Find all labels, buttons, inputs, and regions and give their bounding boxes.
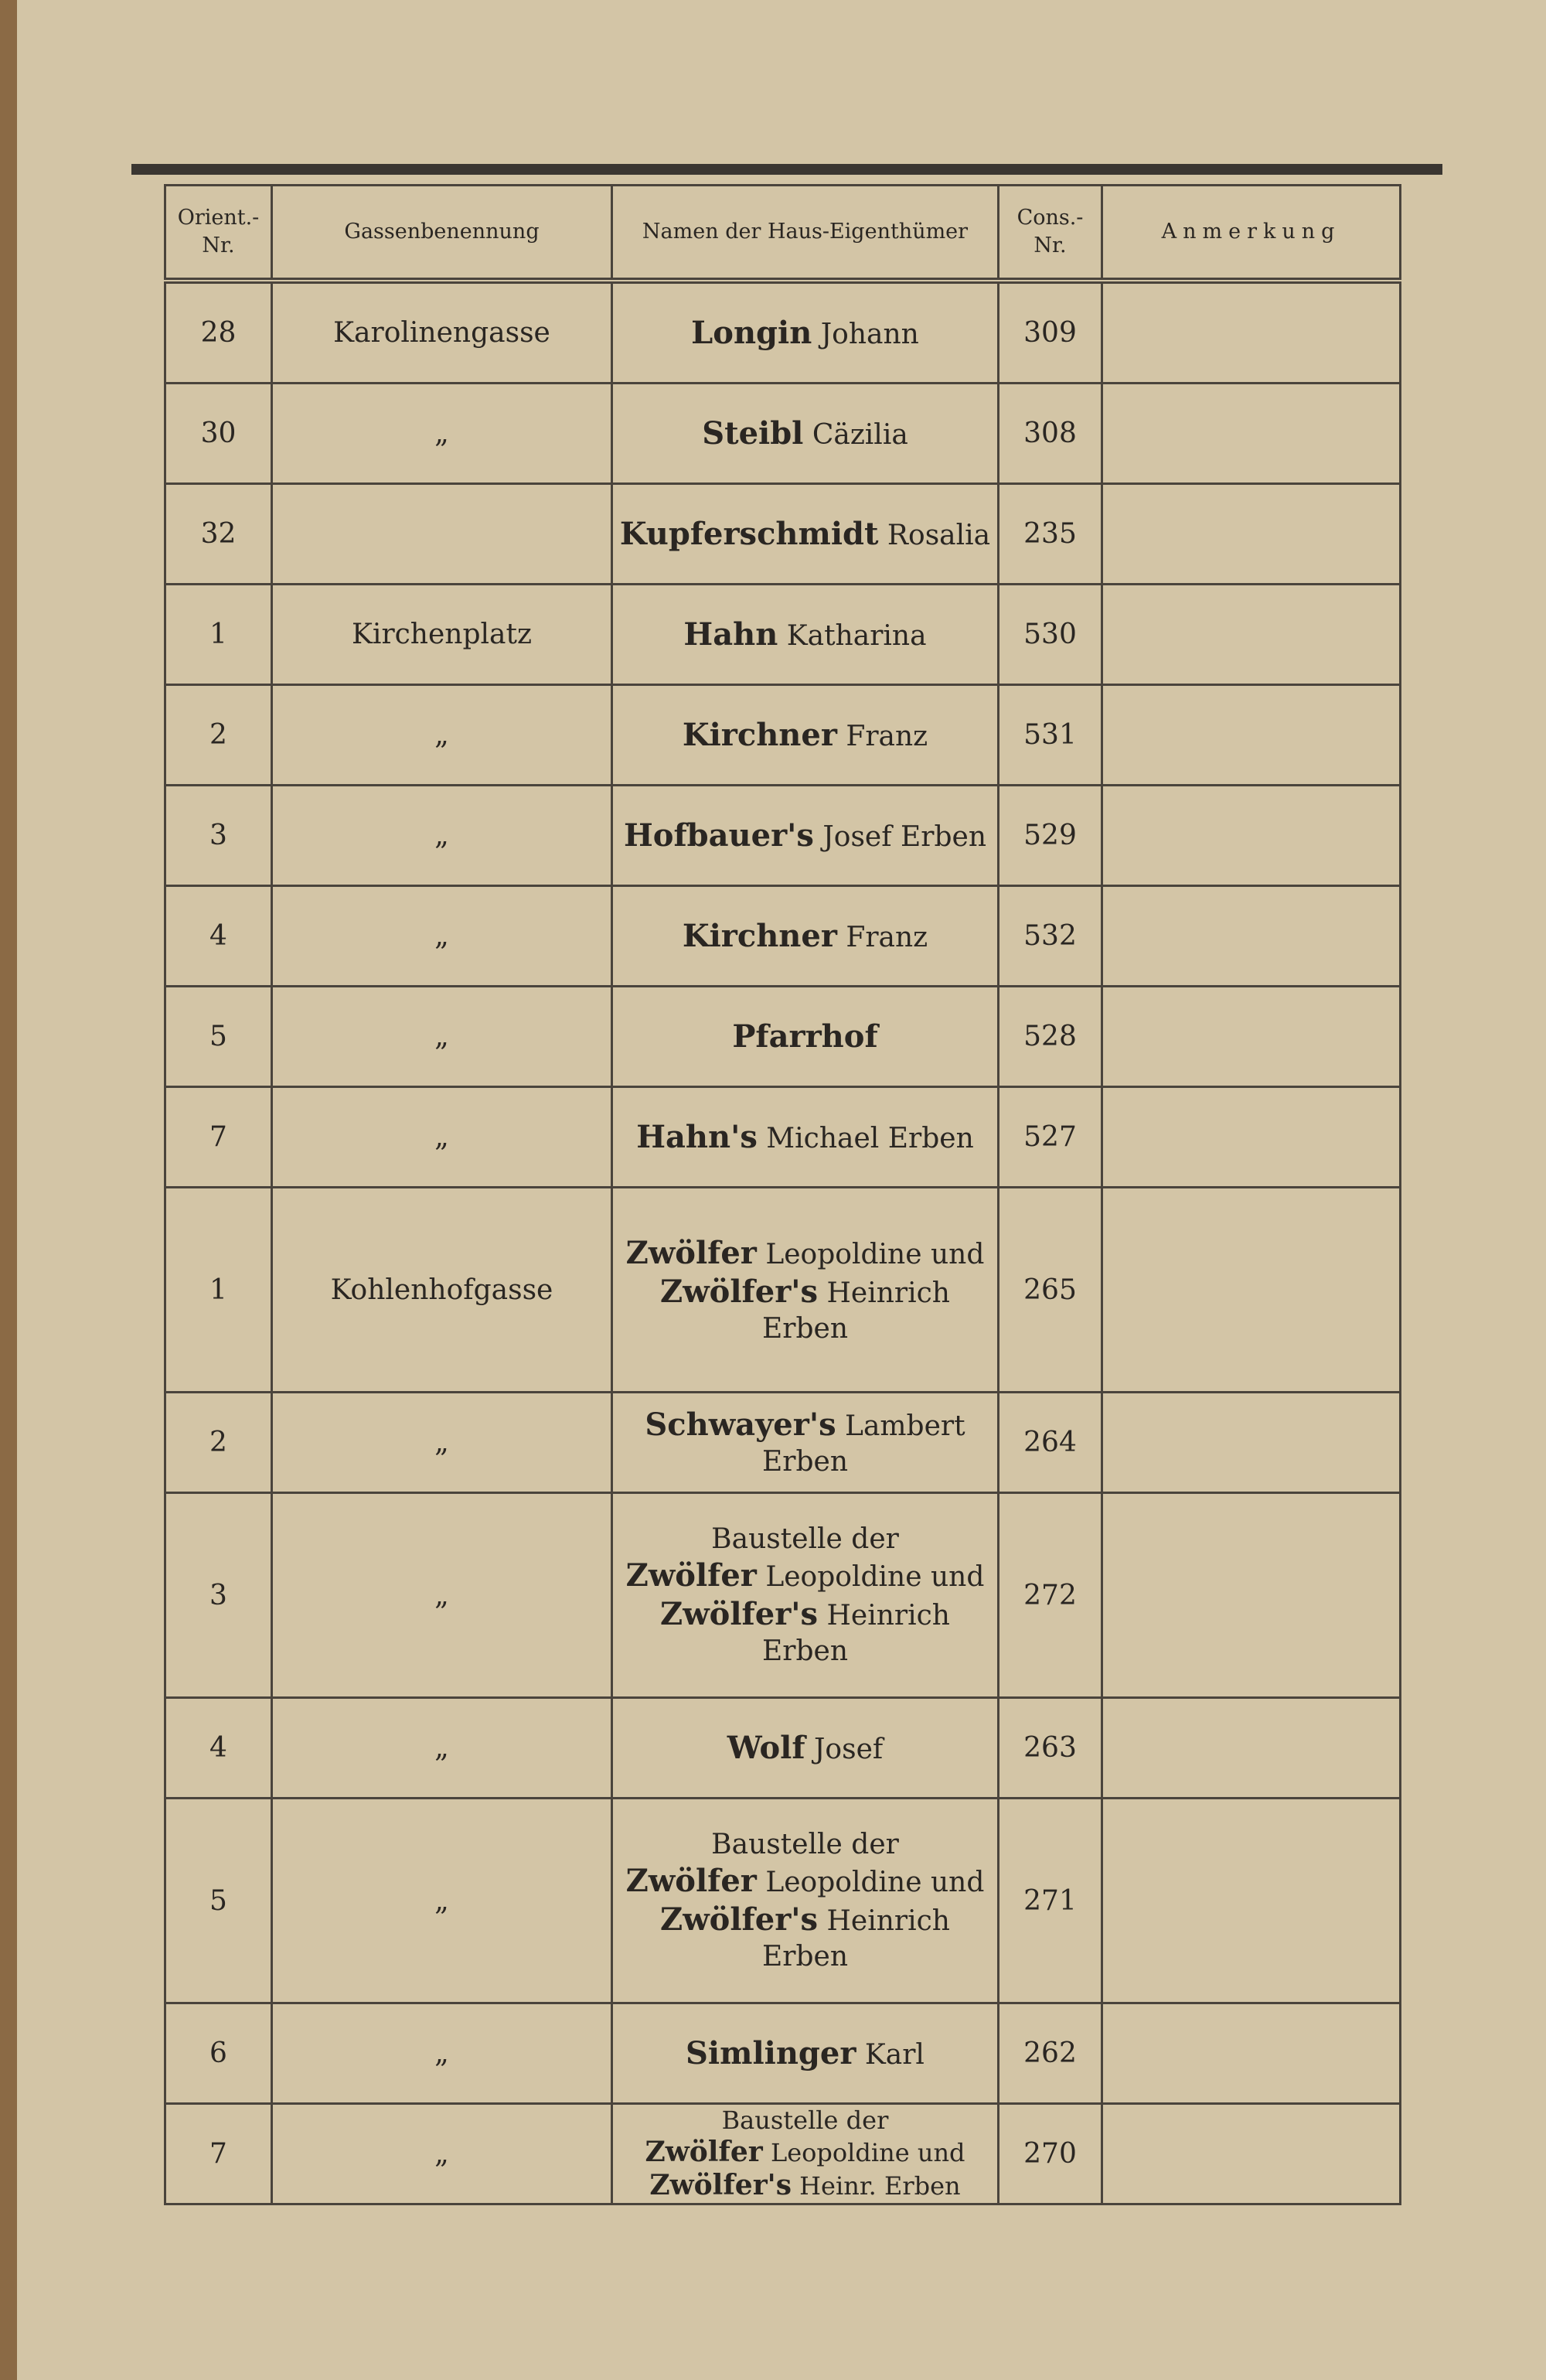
header-orient: Orient.-Nr.: [165, 186, 272, 281]
street-name: „: [272, 1087, 612, 1188]
street-name: „: [272, 786, 612, 886]
table-row: [165, 585, 1401, 685]
owner-cell: [612, 1188, 999, 1393]
owner-cell: [612, 987, 999, 1087]
orient-nr: 3: [165, 1493, 272, 1698]
cons-nr: 265: [999, 1188, 1102, 1393]
table-row: [165, 1493, 1401, 1698]
owner-surname: Simlinger: [686, 2034, 856, 2071]
cons-nr: 235: [999, 484, 1102, 585]
street-name: „: [272, 1698, 612, 1799]
street-name: „: [272, 1493, 612, 1698]
remark: [1102, 685, 1401, 786]
owner-surname-2: Zwölfer's: [660, 1273, 819, 1310]
owner-surname: Hofbauer's: [623, 817, 814, 854]
owner-given: Karl: [856, 2038, 925, 2071]
cons-nr: 262: [999, 2003, 1102, 2104]
owner-surname: Steibl: [702, 414, 804, 452]
cons-nr: 263: [999, 1698, 1102, 1799]
owner-surname-2: Zwölfer's: [660, 1596, 819, 1632]
table-row: [165, 886, 1401, 987]
owner-given: Leopoldine und: [756, 1867, 985, 1898]
table-row: [165, 484, 1401, 585]
orient-nr: 7: [165, 2104, 272, 2204]
owner-given: Cäzilia: [803, 418, 908, 451]
table-row: [165, 2003, 1401, 2104]
remark: [1102, 1087, 1401, 1188]
street-name: „: [272, 685, 612, 786]
owner-given: Josef: [805, 1733, 884, 1765]
owner-given: Lambert Erben: [761, 1410, 965, 1478]
table-row: [165, 384, 1401, 484]
cons-nr: 527: [999, 1087, 1102, 1188]
remark: [1102, 786, 1401, 886]
owner-cell: [612, 685, 999, 786]
cons-nr: 271: [999, 1799, 1102, 2003]
orient-nr: 4: [165, 1698, 272, 1799]
orient-nr: 7: [165, 1087, 272, 1188]
remark: [1102, 1493, 1401, 1698]
cons-nr: 530: [999, 585, 1102, 685]
owner-surname: Schwayer's: [645, 1407, 836, 1443]
owner-prefix: Baustelle der: [711, 1523, 899, 1555]
top-rule: [131, 164, 1442, 175]
orient-nr: 5: [165, 987, 272, 1087]
owner-given: Franz: [836, 921, 928, 953]
owner-cell: [612, 384, 999, 484]
owner-given: Rosalia: [878, 519, 991, 551]
street-name: Karolinengasse: [272, 281, 612, 384]
remark: [1102, 484, 1401, 585]
orient-nr: 30: [165, 384, 272, 484]
owner-cell: [612, 1698, 999, 1799]
remark: [1102, 987, 1401, 1087]
street-name: Kohlenhofgasse: [272, 1188, 612, 1393]
orient-nr: 3: [165, 786, 272, 886]
orient-nr: 6: [165, 2003, 272, 2104]
owner-given: Michael Erben: [757, 1122, 974, 1154]
cons-nr: 264: [999, 1393, 1102, 1493]
header-row: [165, 186, 1401, 281]
owner-surname: Hahn's: [636, 1118, 758, 1155]
owner-given-2: Heinrich Erben: [761, 1905, 950, 1973]
cons-nr: 528: [999, 987, 1102, 1087]
owner-surname: Kirchner: [682, 716, 837, 753]
remark: [1102, 1393, 1401, 1493]
street-name: „: [272, 2104, 612, 2204]
owner-given-2: Heinr. Erben: [791, 2170, 961, 2201]
remark: [1102, 384, 1401, 484]
owner-cell: [612, 786, 999, 886]
street-name: „: [272, 384, 612, 484]
owner-cell: [612, 2104, 999, 2204]
owner-given-2: Heinrich Erben: [761, 1600, 950, 1667]
street-name: „: [272, 886, 612, 987]
orient-nr: 5: [165, 1799, 272, 2003]
owner-surname: Kirchner: [682, 917, 837, 954]
owner-prefix: Baustelle der: [711, 1829, 899, 1860]
remark: [1102, 281, 1401, 384]
remark: [1102, 2104, 1401, 2204]
orient-nr: 2: [165, 1393, 272, 1493]
remark: [1102, 1188, 1401, 1393]
owner-surname: Hahn: [683, 615, 778, 653]
owner-cell: [612, 1799, 999, 2003]
document-page: [17, 0, 1546, 2380]
cons-nr: 272: [999, 1493, 1102, 1698]
header-namen: Namen der Haus-Eigenthümer: [612, 186, 999, 281]
table-row: [165, 987, 1401, 1087]
street-name: „: [272, 1393, 612, 1493]
house-owner-register: [164, 184, 1401, 2205]
owner-given: Johann: [812, 318, 919, 350]
header-cons: Cons.-Nr.: [999, 186, 1102, 281]
header-gasse: Gassenbenennung: [272, 186, 612, 281]
remark: [1102, 2003, 1401, 2104]
street-name: „: [272, 2003, 612, 2104]
orient-nr: 1: [165, 1188, 272, 1393]
owner-given: Josef Erben: [813, 820, 987, 853]
cons-nr: 531: [999, 685, 1102, 786]
owner-cell: [612, 1493, 999, 1698]
remark: [1102, 585, 1401, 685]
owner-given: Leopoldine und: [756, 1561, 985, 1593]
table-row: [165, 1393, 1401, 1493]
street-name: „: [272, 1799, 612, 2003]
street-name: [272, 484, 612, 585]
owner-surname: Zwölfer: [645, 2135, 763, 2168]
table-row: [165, 2104, 1401, 2204]
orient-nr: 32: [165, 484, 272, 585]
owner-surname: Zwölfer: [625, 1557, 757, 1594]
table-row: [165, 1698, 1401, 1799]
owner-given: Leopoldine und: [762, 2137, 965, 2167]
header-anmerkung: Anmerkung: [1102, 186, 1401, 281]
street-name: „: [272, 987, 612, 1087]
owner-cell: [612, 2003, 999, 2104]
owner-cell: [612, 484, 999, 585]
owner-surname: Kupferschmidt: [619, 515, 879, 552]
owner-surname-2: Zwölfer's: [660, 1901, 819, 1938]
table-row: [165, 1087, 1401, 1188]
owner-cell: [612, 1087, 999, 1188]
owner-surname: Zwölfer: [625, 1234, 757, 1271]
owner-prefix: Baustelle der: [721, 2106, 889, 2136]
table-row: [165, 685, 1401, 786]
owner-surname: Pfarrhof: [732, 1018, 878, 1055]
owner-surname: Longin: [691, 314, 812, 351]
cons-nr: 532: [999, 886, 1102, 987]
orient-nr: 1: [165, 585, 272, 685]
cons-nr: 309: [999, 281, 1102, 384]
owner-given-2: Heinrich Erben: [761, 1277, 950, 1345]
owner-surname: Zwölfer: [625, 1863, 757, 1899]
table-row: [165, 1188, 1401, 1393]
owner-cell: [612, 281, 999, 384]
owner-cell: [612, 886, 999, 987]
owner-cell: [612, 585, 999, 685]
remark: [1102, 1799, 1401, 2003]
table-row: [165, 786, 1401, 886]
remark: [1102, 886, 1401, 987]
cons-nr: 270: [999, 2104, 1102, 2204]
owner-given: Leopoldine und: [756, 1238, 985, 1270]
owner-surname-2: Zwölfer's: [649, 2168, 792, 2201]
orient-nr: 2: [165, 685, 272, 786]
orient-nr: 28: [165, 281, 272, 384]
table-row: [165, 1799, 1401, 2003]
remark: [1102, 1698, 1401, 1799]
table-row: [165, 281, 1401, 384]
owner-given: Katharina: [778, 619, 927, 652]
street-name: Kirchenplatz: [272, 585, 612, 685]
owner-surname: Wolf: [727, 1729, 805, 1766]
cons-nr: 308: [999, 384, 1102, 484]
cons-nr: 529: [999, 786, 1102, 886]
orient-nr: 4: [165, 886, 272, 987]
owner-given: Franz: [836, 720, 928, 752]
owner-cell: [612, 1393, 999, 1493]
